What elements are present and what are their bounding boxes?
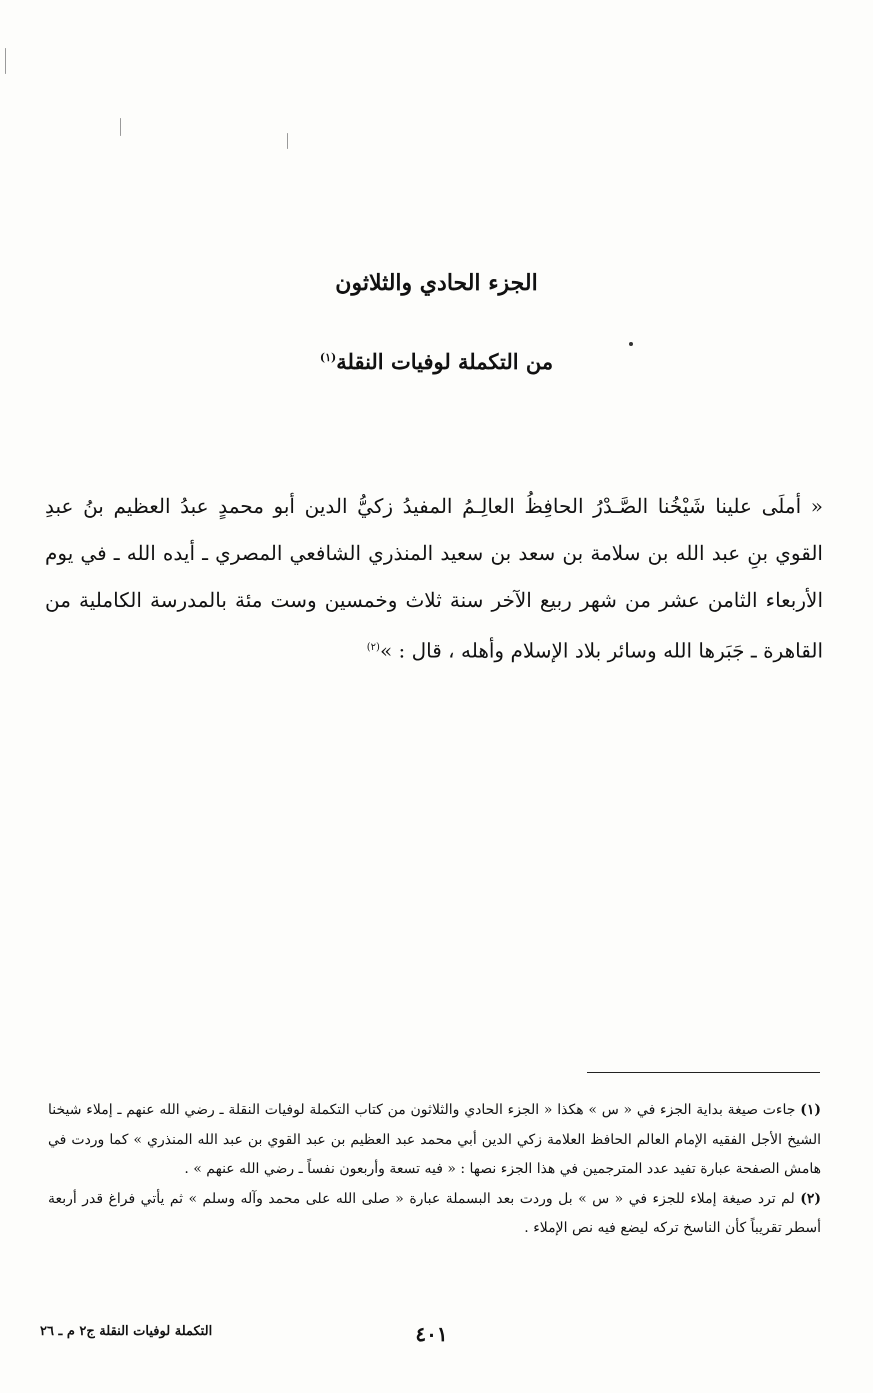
scan-mark — [5, 48, 6, 74]
page-footer — [40, 1322, 823, 1348]
footnotes — [48, 1096, 821, 1244]
footnote-number: (١) — [800, 1102, 821, 1118]
footnote-text: لم ترد صيغة إملاء للجزء في « س » بل وردت بعد البسملة عبارة « صلى الله على محمد وآله وسلم » ثم يأتي فراغ قدر أربعة أسطر تقريباً كأن الناسخ تركه ليضع فيه نص الإملاء . — [48, 1190, 821, 1236]
footnote-number: (٢) — [800, 1190, 821, 1207]
dictation-text: « أملَى علينا شَيْخُنا الصَّـدْرُ الحافِظُ العالِـمُ المفيدُ زكيُّ الدين أبو محمدٍ عبدُ العظيم بنُ عبدِ القوي بنِ عبد الله بن سلامة بن سعد بن سعيد المنذري الشافعي المصري ـ أيده الله ـ في يوم الأربعاء الثامن عشر من شهر ربيع الآخر سنة ثلاث وخمسين وست مئة بالمدرسة الكاملية من القاهرة ـ جَبَرها الله وسائر بلاد الإسلام وأهله ، قال : » — [45, 494, 823, 663]
dictation-paragraph — [45, 483, 823, 675]
part-title: الجزء الحادي والثلاثون — [335, 270, 538, 296]
footnote-1 — [48, 1096, 821, 1185]
footnote-2 — [48, 1185, 821, 1244]
subtitle-text: من التكملة لوفيات النقلة — [336, 349, 554, 374]
footnote-separator — [587, 1072, 820, 1073]
scan-mark — [287, 133, 288, 149]
scan-mark — [120, 118, 121, 136]
book-signature: التكملة لوفيات النقلة ج٢ م ـ ٢٦ — [40, 1324, 213, 1339]
paragraph-footnote-ref: (٢) — [366, 642, 380, 653]
subtitle-footnote-ref: (١) — [319, 351, 337, 364]
part-subtitle — [0, 343, 873, 377]
footnote-text: جاءت صيغة بداية الجزء في « س » هكذا « الجزء الحادي والثلاثون من كتاب التكملة لوفيات النقلة ـ رضي الله عنهم ـ إملاء شيخنا الشيخ الأجل الفقيه الإمام العالم الحافظ العلامة زكي الدين أبي محمد عبد العظيم بن عبد القوي بن عبد الله المنذري » كما وردت في هامش الصفحة عبارة تفيد عدد المترجمين في هذا الجزء نصها : « فيه تسعة وأربعون نفساً ـ رضي الله عنهم » . — [48, 1102, 821, 1177]
page-number: ٤٠١ — [415, 1322, 448, 1346]
